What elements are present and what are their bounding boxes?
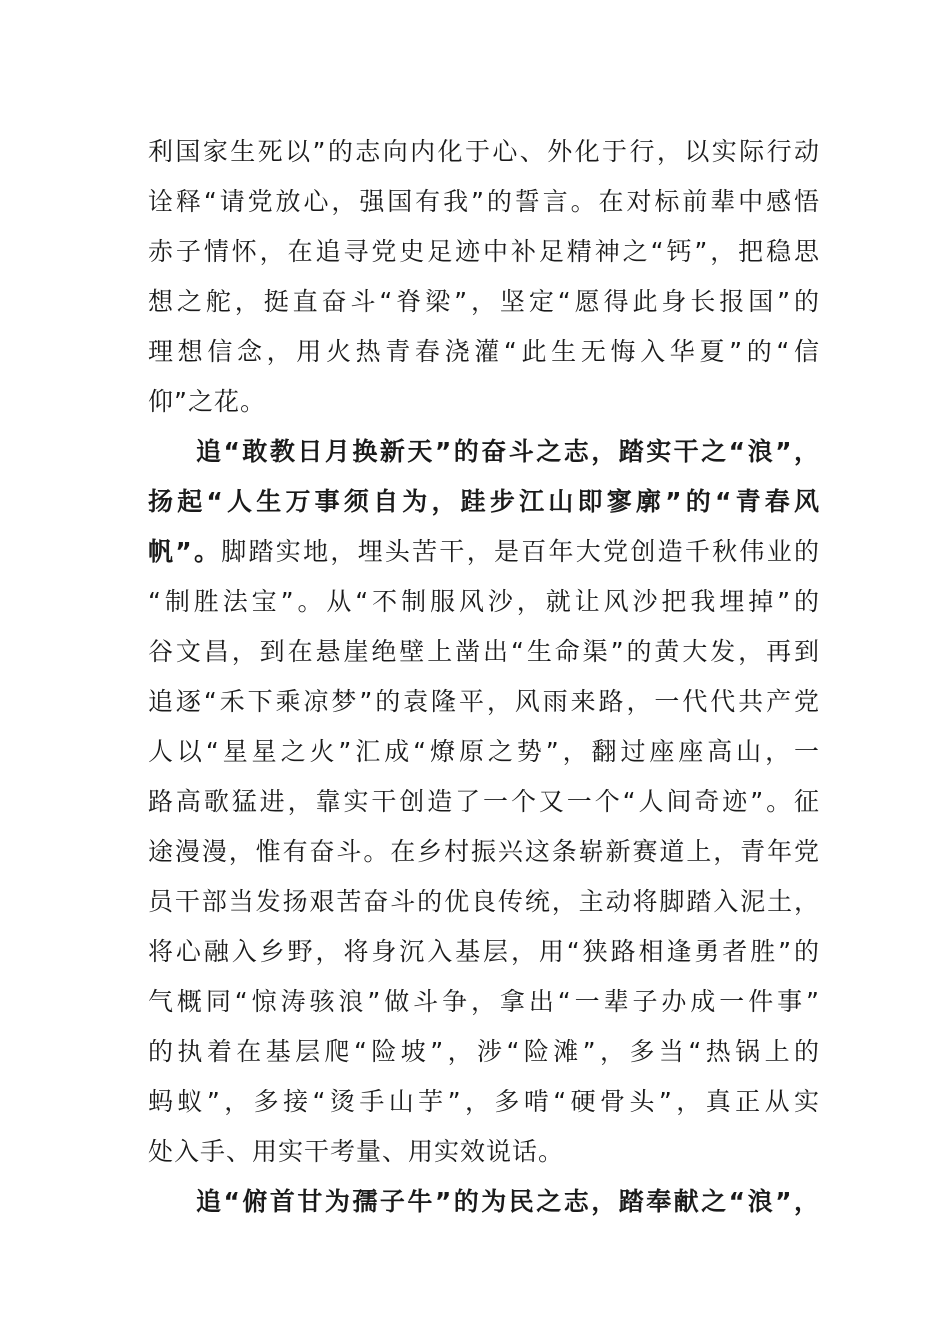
text-line: 途漫漫，惟有奋斗。在乡村振兴这条崭新赛道上，青年党 (148, 837, 820, 866)
text-line: 仰”之花。 (148, 387, 266, 416)
text-line: 利国家生死以”的志向内化于心、外化于行，以实际行动 (148, 137, 820, 166)
text-line: 蚂蚁”，多接“烫手山芋”，多啃“硬骨头”，真正从实 (148, 1087, 820, 1116)
text-line: 理想信念，用火热青春浇灌“此生无悔入华夏”的“信 (148, 337, 820, 366)
text-line: 处入手、用实干考量、用实效说话。 (148, 1137, 565, 1166)
text-line: 气概同“惊涛骇浪”做斗争，拿出“一辈子办成一件事” (148, 987, 820, 1016)
section-heading-line: 追“俯首甘为孺子牛”的为民之志，踏奉献之“浪”， (196, 1187, 820, 1216)
text-line: 想之舵，挺直奋斗“脊梁”，坚定“愿得此身长报国”的 (148, 287, 820, 316)
heading-tail: 帆”。 (148, 537, 222, 566)
text-line: 员干部当发扬艰苦奋斗的优良传统，主动将脚踏入泥土， (148, 887, 820, 916)
text-line: “制胜法宝”。从“不制服风沙，就让风沙把我埋掉”的 (148, 587, 820, 616)
text-line: 谷文昌，到在悬崖绝壁上凿出“生命渠”的黄大发，再到 (148, 637, 820, 666)
text-line: 路高歌猛进，靠实干创造了一个又一个“人间奇迹”。征 (148, 787, 820, 816)
text-line: 赤子情怀，在追寻党史足迹中补足精神之“钙”，把稳思 (148, 237, 820, 266)
text-line-mixed (148, 536, 820, 568)
text-line: 人以“星星之火”汇成“燎原之势”，翻过座座高山，一 (148, 737, 820, 766)
body-text: 脚踏实地，埋头苦干，是百年大党创造千秋伟业的 (221, 537, 820, 566)
text-line: 的执着在基层爬“险坡”，涉“险滩”，多当“热锅上的 (148, 1037, 820, 1066)
section-heading-line: 扬起“人生万事须自为，跬步江山即寥廓”的“青春风 (148, 487, 820, 516)
section-heading-line: 追“敢教日月换新天”的奋斗之志，踏实干之“浪”， (196, 437, 820, 466)
text-line: 追逐“禾下乘凉梦”的袁隆平，风雨来路，一代代共产党 (148, 687, 820, 716)
text-line: 诠释“请党放心，强国有我”的誓言。在对标前辈中感悟 (148, 187, 820, 216)
text-line: 将心融入乡野，将身沉入基层，用“狭路相逢勇者胜”的 (148, 937, 820, 966)
